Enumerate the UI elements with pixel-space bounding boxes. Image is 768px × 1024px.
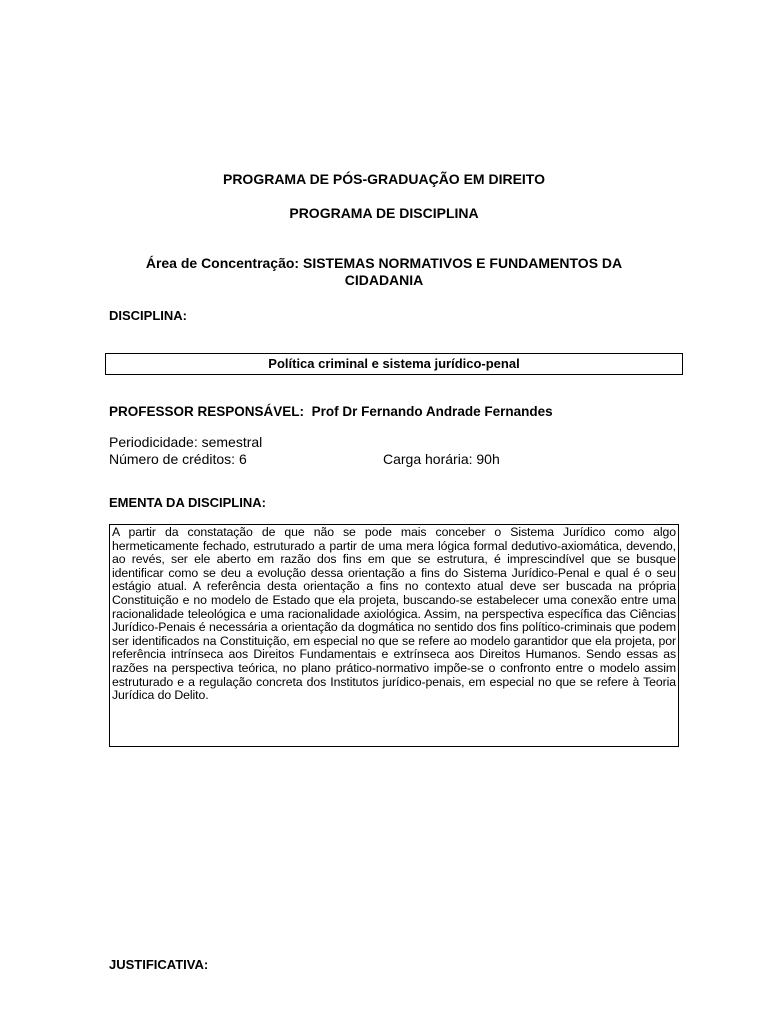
periodicidade: Periodicidade: semestral: [109, 434, 263, 450]
ementa-label: EMENTA DA DISCIPLINA:: [109, 495, 266, 510]
ementa-box: [109, 524, 679, 747]
justificativa-label: JUSTIFICATIVA:: [109, 957, 209, 972]
professor-label: PROFESSOR RESPONSÁVEL:: [109, 404, 305, 419]
ementa-text: A partir da constatação de que não se pode mais conceber o Sistema Jurídico como algo hermeticamente fechado, estruturado a partir de uma mera lógica formal dedutivo-axiomática, devendo, ao revés, ser ele aberto em razão dos fins em que se estrutura, é imprescindível que se busque identificar como se deu a evolução dessa orientação a fins do Sistema Jurídico-Penal e qual é o seu estágio atual. A referência desta orientação a fins no contexto atual deve ser buscada na própria Constituição e no modelo de Estado que ela projeta, buscando-se estabelecer uma conexão entre uma racionalidade teleológica e uma racionalidade axiológica. Assim, na perspectiva específica das Ciências Jurídico-Penais é necessária a orientação da dogmática no sentido dos fins político-criminais que podem ser identificados na Constituição, em especial no que se refere ao modelo garantidor que ela projeta, por referência intrínseca aos Direitos Fundamentais e extrínseca aos Direitos Humanos. Sendo essas as razões na perspectiva teórica, no plano prático-normativo impõe-se o confronto entre o modelo assim estruturado e a regulação concreta dos Institutos jurídico-penais, em especial no que se refere à Teoria Jurídica do Delito.: [112, 525, 676, 703]
program-title: PROGRAMA DE PÓS-GRADUAÇÃO EM DIREITO: [222, 171, 545, 187]
numero-creditos: Número de créditos: 6: [109, 451, 247, 467]
professor-line: [109, 404, 553, 419]
area-line-2: CIDADANIA: [344, 272, 424, 288]
disciplina-name: Política criminal e sistema jurídico-penal: [268, 356, 520, 371]
disciplina-name-box: [105, 353, 683, 375]
carga-horaria: Carga horária: 90h: [383, 451, 500, 467]
professor-name: Prof Dr Fernando Andrade Fernandes: [311, 404, 553, 419]
program-subtitle: PROGRAMA DE DISCIPLINA: [289, 205, 479, 221]
disciplina-label: DISCIPLINA:: [109, 308, 187, 323]
area-line-1: Área de Concentração: SISTEMAS NORMATIVOS E FUNDAMENTOS DA: [145, 255, 623, 271]
